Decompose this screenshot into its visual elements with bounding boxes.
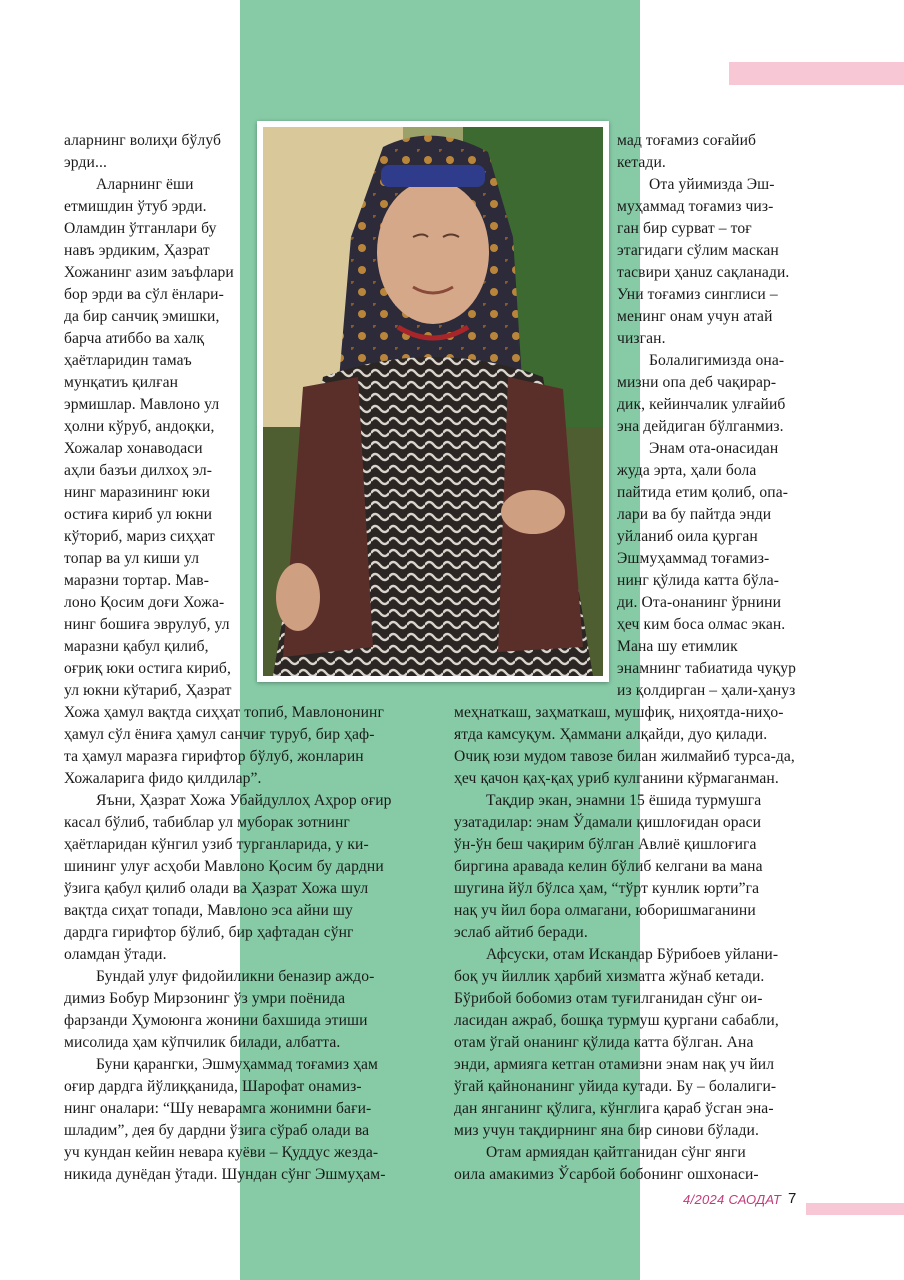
text-line: ул юкни кўтариб, Ҳазрат (64, 682, 232, 699)
text-line: мунқатиъ қилған (64, 374, 179, 391)
text-line: ўзига қабул қилиб олади ва Ҳазрат Хожа шул (64, 880, 369, 897)
text-line: кетади. (617, 154, 666, 171)
text-line: Хожаларига фидо қилдилар”. (64, 770, 262, 787)
text-line: чизган. (617, 330, 666, 347)
text-line: оламдан ўтади. (64, 946, 167, 963)
text-line: касал бўлиб, табиблар ул муборак зотнинг (64, 814, 350, 831)
text-line: лари ва бу пайтда энди (617, 506, 772, 523)
text-line: Отам армиядан қайтганидан сўнг янги (486, 1144, 746, 1161)
text-line: нақ уч йил бора олмагани, юборишмаганини (454, 902, 756, 919)
text-line: остиға кириб ул юкни (64, 506, 213, 523)
text-line: аҳли базъи дилхоҳ эл- (64, 462, 213, 479)
text-line: Эшмуҳаммад тоғамиз- (617, 550, 770, 567)
text-line: барча атиббо ва халқ (64, 330, 205, 347)
text-line: нинг қўлида катта бўла- (617, 572, 780, 589)
text-line: Уни тоғамиз синглиси – (617, 286, 778, 303)
text-line: ҳеч ким боса олмас экан. (617, 616, 786, 633)
text-line: эслаб айтиб беради. (454, 924, 588, 941)
text-line: да бир санчиқ эмишки, (64, 308, 220, 325)
text-line: Ота уйимизда Эш- (649, 176, 775, 193)
text-line: Хожалар хонаводаси (64, 440, 203, 457)
text-line: оила амакимиз Ўсарбой бобонинг ошхонаси- (454, 1166, 759, 1183)
text-line: ҳамул сўл ёниға ҳамул санчиғ туруб, бир ҳаф- (64, 726, 375, 743)
text-line: дик, кейинчалик улғайиб (617, 396, 786, 413)
text-line: ҳолни кўруб, андоқки, (64, 418, 215, 435)
text-line: Оламдин ўтганлари бу (64, 220, 217, 237)
text-line: топар ва ул киши ул (64, 550, 200, 567)
text-line: ўн-ўн беш чақирим бўлган Авлиё қишлоғига (454, 836, 757, 853)
text-line: та ҳамул маразға гирифтор бўлуб, жонларин (64, 748, 364, 765)
text-line: Бундай улуғ фидойиликни беназир аждо- (96, 968, 375, 985)
text-line: тасвири ҳанuz сақланади. (617, 264, 790, 281)
text-line: пайтида етим қолиб, опа- (617, 484, 789, 501)
text-line: Бўрибой бобомиз отам туғилганидан сўнг ои- (454, 990, 763, 1007)
text-line: нинг оналари: “Шу неварамга жонимни бағи- (64, 1100, 372, 1117)
text-line: менинг онам учун атай (617, 308, 773, 325)
text-line: оғир дардга йўлиққанида, Шарофат онамиз- (64, 1078, 362, 1095)
text-line: маразни қабул қилиб, (64, 638, 209, 655)
text-line: никида дунёдан ўтади. Шундан сўнг Эшмуҳам- (64, 1166, 386, 1183)
text-line: эрди... (64, 154, 107, 171)
text-line: нинг бошиға эврулуб, ул (64, 616, 230, 633)
text-line: Хожанинг азим заъфлари (64, 264, 234, 281)
text-line: димиз Бобур Мирзонинг ўз умри поёнида (64, 990, 346, 1007)
text-line: ҳаётларидан кўнгил узиб турганларида, у ки- (64, 836, 369, 853)
issue-label: 4/2024 САОДАТ (683, 1192, 782, 1207)
text-line: мисолида ҳам кўпчилик билади, албатта. (64, 1034, 341, 1051)
text-line: Буни қарангки, Эшмуҳаммад тоғамиз ҳам (96, 1056, 378, 1073)
text-line: Очиқ юзи мудом тавозе билан жилмайиб турса-да, (454, 748, 795, 765)
text-line: ган бир сурват – тоғ (617, 220, 752, 237)
text-line: фарзанди Ҳумоюнга жонини бахшида этиши (64, 1012, 368, 1029)
text-line: уч кундан кейин невара куёви – Қуддус жезда- (64, 1144, 379, 1161)
text-line: энди, армияга кетган отамизни энам нақ уч йил (454, 1056, 775, 1073)
text-line: энамнинг табиатида чуқур (617, 660, 797, 677)
portrait-photo (257, 121, 609, 682)
text-line: миз учун тақдирнинг яна бир синови бўлади. (454, 1122, 759, 1139)
text-line: шладим”, дея бу дардни ўзига сўраб олади ва (64, 1122, 370, 1139)
text-line: оғриқ юки остига кириб, (64, 660, 231, 677)
text-line: Тақдир экан, энамни 15 ёшида турмушга (486, 792, 762, 809)
text-line: вақтда сиҳат топади, Мавлоно эса айни шу (64, 902, 353, 919)
pink-accent-bar-top (729, 62, 904, 85)
text-line: биргина аравада келин бўлиб келгани ва мана (454, 858, 763, 875)
text-line: меҳнаткаш, заҳматкаш, мушфиқ, ниҳоятда-ниҳо- (454, 704, 784, 721)
text-line: эрмишлар. Мавлоно ул (64, 396, 220, 413)
text-line: етмишдин ўтуб эрди. (64, 198, 207, 215)
text-line: муҳаммад тоғамиз чиз- (617, 198, 774, 215)
text-line: дардга гирифтор бўлиб, бир ҳафтадан сўнг (64, 924, 354, 941)
text-line: жуда эрта, ҳали бола (617, 462, 757, 479)
text-line: эна дейдиган бўлганмиз. (617, 418, 784, 435)
text-line: шининг улуғ асҳоби Мавлоно Қосим бу дардни (64, 858, 384, 875)
text-line: Болалигимизда она- (649, 352, 785, 369)
text-line: ласидан ажраб, бошқа турмуш қургани сабабли, (454, 1012, 779, 1029)
text-line: Хожа ҳамул вақтда сиҳҳат топиб, Мавлононинг (64, 704, 384, 721)
text-line: маразни тортар. Мав- (64, 572, 210, 589)
page-number: 7 (788, 1190, 797, 1207)
text-line: из қолдирган – ҳали-ҳануз (617, 682, 796, 699)
text-line: лоно Қосим доғи Хожа- (64, 594, 225, 611)
text-line: ҳеч қачон қаҳ-қаҳ уриб кулганини кўрмаганман. (454, 770, 779, 787)
portrait-photo-illustration (263, 127, 603, 676)
text-line: навъ эрдиким, Ҳазрат (64, 242, 210, 259)
text-line: уйланиб оила қурган (617, 528, 758, 545)
text-line: этагидаги сўлим маскан (617, 242, 779, 259)
text-line: Афсуски, отам Искандар Бўрибоев уйлани- (486, 946, 779, 963)
text-line: ҳаётларидин тамаъ (64, 352, 192, 369)
text-line: кўториб, мариз сиҳҳат (64, 528, 215, 545)
text-line: отам ўгай онанинг қўлида катта бўлган. Ана (454, 1034, 754, 1051)
text-line: мизни опа деб чақирар- (617, 374, 777, 391)
text-line: нинг маразининг юки (64, 484, 211, 501)
text-line: аларнинг волиҳи бўлуб (64, 132, 222, 149)
text-line: дан янганинг қўлига, кўнглига қараб ўсган эна- (454, 1100, 774, 1117)
text-line: ўгай қайнонанинг уйида кутади. Бу – болалиги- (454, 1078, 777, 1095)
text-line: Энам ота-онасидан (649, 440, 779, 457)
text-line: Мана шу етимлик (617, 638, 738, 655)
text-line: бор эрди ва сўл ёнлари- (64, 286, 224, 303)
pink-accent-bar-bottom (806, 1203, 904, 1215)
text-line: шугина йўл бўлса ҳам, “тўрт кунлик юрти”га (454, 880, 760, 897)
text-line: узатадилар: энам Ўдамали қишлоғидан ораси (454, 814, 762, 831)
text-line: мад тоғамиз соғайиб (617, 132, 757, 149)
text-line: ди. Ота-онанинг ўрнини (617, 594, 782, 611)
text-line: Яъни, Ҳазрат Хожа Убайдуллоҳ Аҳрор оғир (96, 792, 392, 809)
text-line: ятда камсуқум. Ҳаммани алқайди, дуо қилади. (454, 726, 768, 743)
text-line: боқ уч йиллик ҳарбий хизматга жўнаб кетади. (454, 968, 765, 985)
text-line: Аларнинг ёши (96, 176, 194, 193)
